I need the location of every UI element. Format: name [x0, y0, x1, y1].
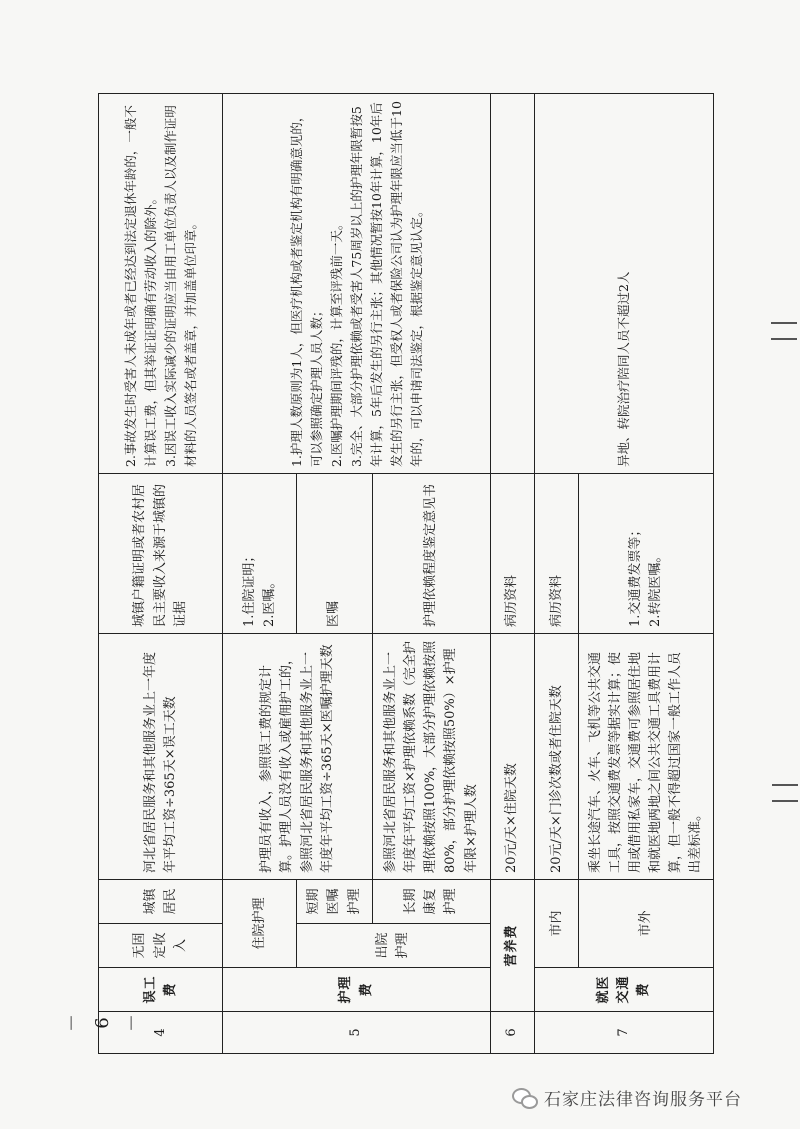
- row-number: 4: [99, 1012, 223, 1054]
- sub-category: 住院护理: [223, 880, 297, 968]
- note-line: 2.医嘱护理期间评残的，计算至评残前一天。: [328, 217, 344, 467]
- item-name: 营养费: [490, 880, 534, 1012]
- sub-category: 无固定收入: [99, 924, 223, 968]
- compensation-table-rotated: [98, 94, 714, 1054]
- evidence-line: 1.住院证明；: [241, 549, 257, 627]
- table-row-4: [99, 94, 223, 1054]
- sub-category: 短期医嘱护理: [297, 880, 373, 924]
- evidence-cell: 病历资料: [535, 474, 579, 634]
- binding-mark: [771, 322, 797, 340]
- note-line: 1.护理人数原则为1人，但医疗机构或者鉴定机构有明确意见的，可以参照确定护理人员人数；: [288, 109, 324, 467]
- item-name: 误工费: [99, 968, 223, 1012]
- evidence-cell: 护理依赖程度鉴定意见书: [372, 474, 490, 634]
- evidence-cell: [223, 474, 297, 634]
- evidence-cell: 医嘱: [297, 474, 373, 634]
- table-row-5: [223, 94, 297, 1054]
- evidence-line: 2.转院医嘱。: [648, 549, 664, 627]
- notes-cell: [223, 94, 491, 474]
- notes-cell: [99, 94, 223, 474]
- evidence-line: 1.交通费发票等；: [628, 523, 643, 627]
- row-number: 7: [535, 1012, 714, 1054]
- watermark-text: 石家庄法律咨询服务平台: [544, 1089, 742, 1110]
- table-row-6: [490, 94, 534, 1054]
- note-line: 3.因误工收入实际减少的证明应当由用工单位负责人以及制作证明材料的人员签名或者盖章，并加盖单位印章。: [162, 105, 198, 467]
- evidence-cell: [579, 474, 714, 634]
- notes-cell: [490, 94, 534, 474]
- page-number: － 6 －: [62, 1014, 143, 1032]
- evidence-cell: 病历资料: [490, 474, 534, 634]
- evidence-line: 2.医嘱。: [261, 575, 277, 627]
- sub-category: 长期康复护理: [372, 880, 490, 924]
- sub-category: 出院护理: [297, 924, 491, 968]
- sub-category: 市内: [535, 880, 579, 968]
- standard-cell: 20元/天×门诊次数或者住院天数: [535, 634, 579, 880]
- evidence-cell: 城镇户籍证明或者农村居民主要收入来源于城镇的证据: [99, 474, 223, 634]
- wechat-icon: [512, 1085, 536, 1109]
- standard-cell: 20元/天×住院天数: [490, 634, 534, 880]
- notes-cell: 异地、转院治疗陪同人员不超过2人: [535, 94, 714, 474]
- item-name: 就医交通费: [535, 968, 714, 1012]
- sub-category: 市外: [579, 880, 714, 968]
- standard-cell: 乘坐长途汽车、火车、飞机等公共交通工具，按照交通费发票等据实计算；使用或借用私家车，交通费可参照居住地和就医地两地之间公共交通工具费用计算，但一般不得超过国家一般工作人员出差标准。: [579, 634, 714, 880]
- note-line: 3.完全、大部分护理依赖或者受害人75周岁以上的护理年限暂按5年计算，5年后发生的另行主张；其他情况暂按10年计算，10年后发生的另行主张，但受权人或者保险公司认为护理年限应当低于10年的，可以申请司法鉴定，根据鉴定意见认定。: [348, 101, 424, 467]
- item-name: 护理费: [223, 968, 491, 1012]
- standard-cell: 河北省居民服务和其他服务业上一年度年平均工资÷365天×误工天数: [99, 634, 223, 880]
- row-number: 5: [223, 1012, 491, 1054]
- standard-cell: 参照河北省居民服务和其他服务业上一年度年平均工资×护理依赖系数（完全护理依赖按照100%，大部分护理依赖按照80%，部分护理依赖按照50%）×护理年限×护理人数: [372, 634, 490, 880]
- note-line: 2.事故发生时受害人未成年或者已经达到法定退休年龄的，一般不计算误工费，但其举证证明确有劳动收入的除外。: [122, 105, 158, 467]
- standard-cell: 护理员有收入，参照误工费的规定计算。护理人员没有收入或雇佣护工的，参照河北省居民服务和其他服务业上一年度年平均工资÷365天×医嘱护理天数: [223, 634, 373, 880]
- binding-mark: [772, 784, 798, 802]
- table-row-7: [535, 94, 579, 1054]
- row-number: 6: [490, 1012, 534, 1054]
- compensation-table: [98, 93, 714, 1054]
- sub-category: 城镇居民: [99, 880, 223, 924]
- watermark: [512, 1082, 742, 1112]
